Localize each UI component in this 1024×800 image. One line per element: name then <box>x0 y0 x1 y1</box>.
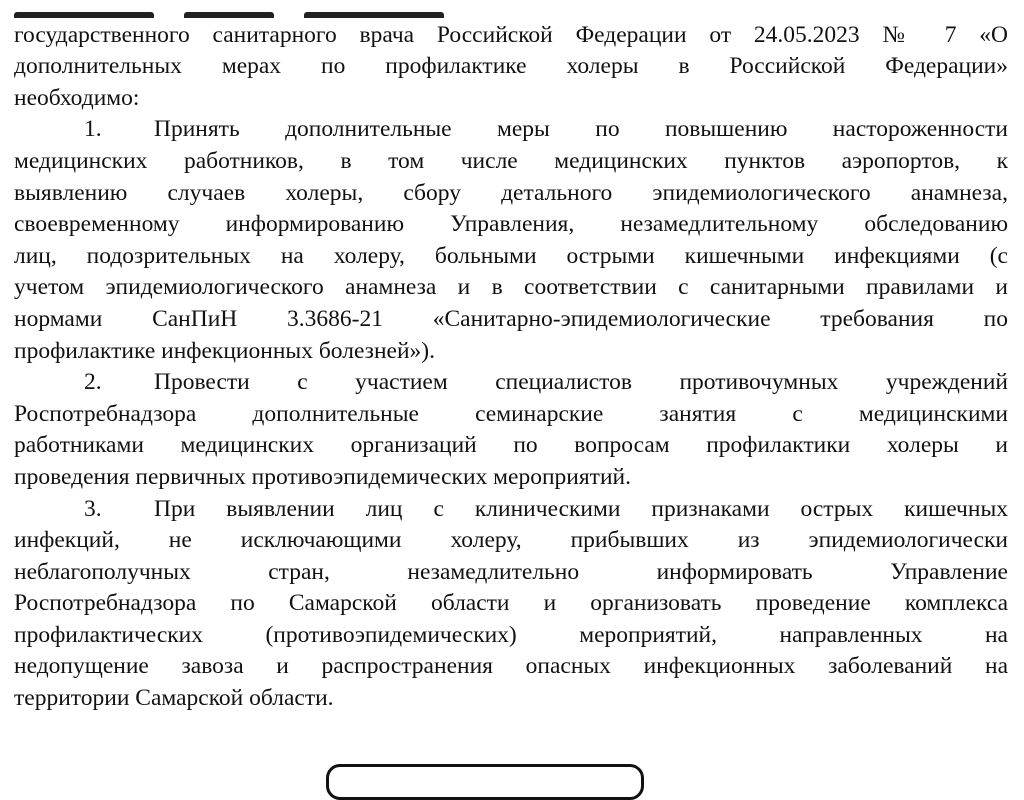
text-line: нормами СанПиН 3.3686-21 «Санитарно-эпидемиологические требования по <box>14 305 1008 332</box>
cut-off-text-line <box>14 0 1008 20</box>
text-line: профилактических (противоэпидемических) мероприятий, направленных на <box>14 621 1008 648</box>
text-line: Роспотребнадзора по Самарской области и организовать проведение комплекса <box>14 590 1008 617</box>
text-line <box>14 494 1008 526</box>
list-item-1 <box>14 114 1008 367</box>
text-line: инфекций, не исключающими холеру, прибывших из эпидемиологически <box>14 527 1008 554</box>
text-line: неблагополучных стран, незамедлительно информировать Управление <box>14 558 1008 585</box>
text-line: учетом эпидемиологического анамнеза и в соответствии с санитарными правилами и <box>14 274 1008 301</box>
intro-paragraph <box>14 20 1008 115</box>
text-line: государственного санитарного врача Российской Федерации от 24.05.2023 № 7 «О <box>14 21 1008 48</box>
text-line: профилактике инфекционных болезней»). <box>14 337 435 364</box>
list-item-2 <box>14 367 1008 493</box>
item-number: 2. <box>84 369 102 396</box>
text-line: лиц, подозрительных на холеру, больными острыми кишечными инфекциями (с <box>14 242 1008 269</box>
text-line <box>14 114 1008 146</box>
item-number: 3. <box>84 495 102 522</box>
item-number: 1. <box>84 116 102 143</box>
text-line: дополнительных мерах по профилактике холеры в Российской Федерации» <box>14 53 1008 80</box>
item-text: Провести с участием специалистов противочумных учреждений <box>154 369 1008 396</box>
item-text: Принять дополнительные меры по повышению настороженности <box>154 116 1008 143</box>
text-line: своевременному информированию Управления, незамедлительному обследованию <box>14 211 1008 238</box>
list-item-3 <box>14 494 1008 715</box>
text-line: необходимо: <box>14 84 140 111</box>
text-line <box>14 367 1008 399</box>
text-line: выявлению случаев холеры, сбору детального эпидемиологического анамнеза, <box>14 179 1008 206</box>
text-line: проведения первичных противоэпидемических мероприятий. <box>14 463 631 490</box>
text-line: Роспотребнадзора дополнительные семинарские занятия с медицинскими <box>14 400 1008 427</box>
text-line: недопущение завоза и распространения опасных инфекционных заболеваний на <box>14 653 1008 680</box>
text-line: территории Самарской области. <box>14 685 334 712</box>
document-body <box>14 0 1008 715</box>
text-line: медицинских работников, в том числе медицинских пунктов аэропортов, к <box>14 147 1008 174</box>
text-line: работниками медицинских организаций по вопросам профилактики холеры и <box>14 432 1008 459</box>
stamp-frame <box>326 764 644 800</box>
item-text: При выявлении лиц с клиническими признаками острых кишечных <box>154 495 1008 522</box>
